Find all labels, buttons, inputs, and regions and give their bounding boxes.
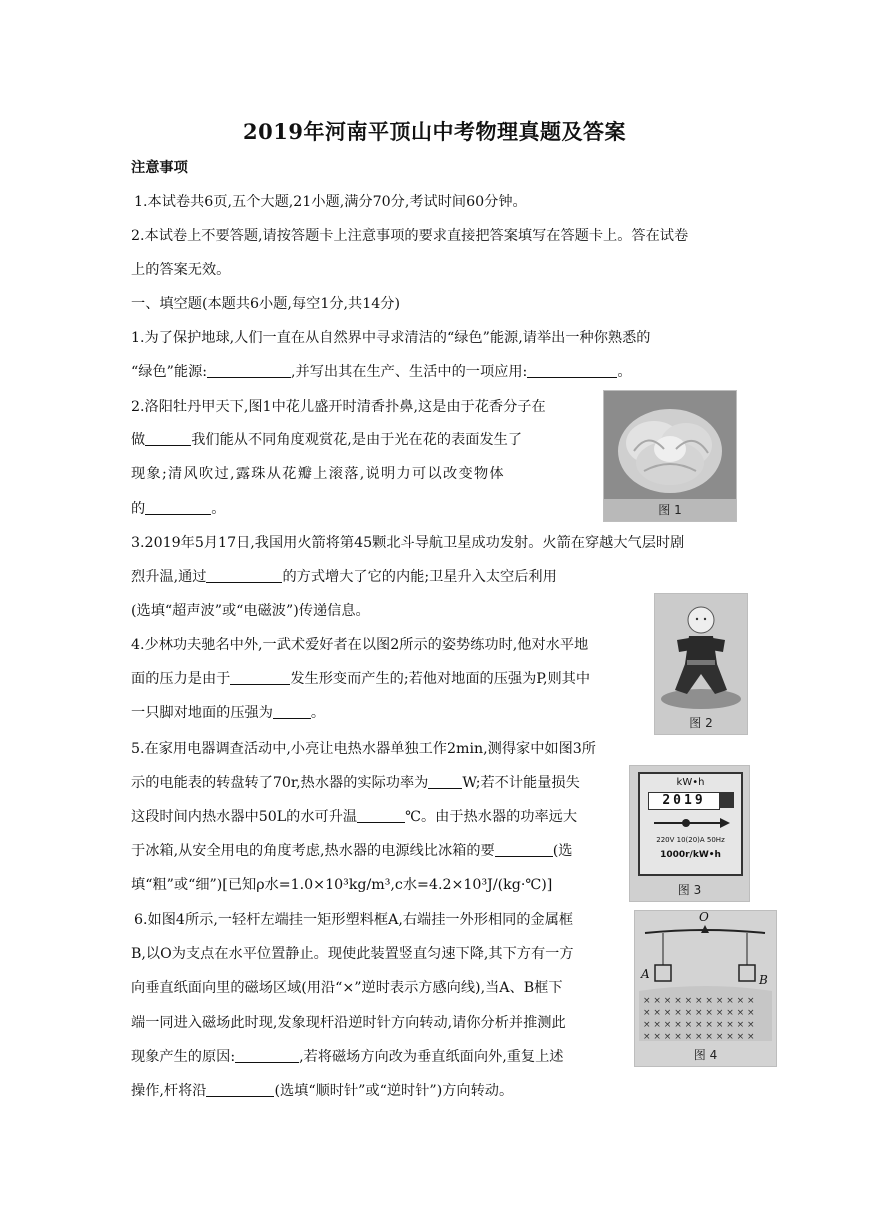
q3-line-2 <box>131 567 557 587</box>
answer-blank[interactable] <box>527 363 617 378</box>
answer-blank[interactable] <box>206 568 282 583</box>
figure-1-caption: 图 1 <box>658 503 682 517</box>
q4-line-2 <box>131 669 590 689</box>
meter-last-digit <box>720 792 734 808</box>
q3-text: 的方式增大了它的内能;卫星升入太空后利用 <box>282 569 557 585</box>
page-title: 2019年河南平顶山中考物理真题及答案 <box>243 119 626 144</box>
q4-line-1: 4.少林功夫驰名中外,一武术爱好者在以图2所示的姿势练功时,他对水平地 <box>131 637 589 653</box>
q3-line-3: (选填“超声波”或“电磁波”)传递信息。 <box>131 603 370 619</box>
q6-text: (选填“顺时针”或“逆时针”)方向转动。 <box>274 1083 514 1099</box>
q1-text: 。 <box>617 364 632 380</box>
q5-text: (选 <box>552 843 573 859</box>
label-frame-b: B <box>759 973 768 987</box>
figure-4-lever-magnet <box>634 910 777 1067</box>
q2-text: 的 <box>131 501 146 517</box>
q5-line-1: 5.在家用电器调查活动中,小亮让电热水器单独工作2min,测得家中如图3所 <box>131 741 596 757</box>
figure-3-caption: 图 3 <box>677 883 702 897</box>
q2-text: 做 <box>131 432 146 448</box>
notice-heading: 注意事项 <box>131 160 188 176</box>
svg-text:× × × × × × × × × × ×: × × × × × × × × × × × <box>643 1032 755 1042</box>
q2-line-1: 2.洛阳牡丹甲天下,图1中花儿盛开时清香扑鼻,这是由于花香分子在 <box>131 399 546 415</box>
answer-blank[interactable] <box>273 704 311 719</box>
answer-blank[interactable] <box>235 1048 299 1063</box>
q5-line-2 <box>131 773 580 793</box>
q5-text: W;若不计能量损失 <box>462 775 580 791</box>
q5-text: ℃。由于热水器的功率远大 <box>405 809 578 825</box>
svg-text:× × × × × × × × × × ×: × × × × × × × × × × × <box>643 1008 755 1018</box>
q6-line-3: 向垂直纸面向里的磁场区域(用沿“×”逆时表示方感向线),当A、B框下 <box>131 980 563 996</box>
q6-line-4: 端一同进入磁场此时现,发象现杆沿逆时针方向转动,请你分析并推测此 <box>131 1015 566 1031</box>
q5-line-5: 填“粗”或“细”)[已知ρ水=1.0×10³kg/m³,c水=4.2×10³J/(kg·℃)] <box>131 877 553 893</box>
q4-line-3 <box>131 703 325 723</box>
answer-blank[interactable] <box>428 774 462 789</box>
q1-line-2 <box>131 362 632 382</box>
q4-text: 面的压力是由于 <box>131 671 231 687</box>
q5-text: 这段时间内热水器中50L的水可升温 <box>131 809 358 825</box>
answer-blank[interactable] <box>230 670 290 685</box>
figure-1-peony <box>603 390 737 522</box>
q2-line-3: 现象;清风吹过,露珠从花瓣上滚落,说明力可以改变物体 <box>131 466 505 482</box>
q4-text: 发生形变而产生的;若他对地面的压强为P,则其中 <box>290 671 591 687</box>
q5-text: 于冰箱,从安全用电的角度考虑,热水器的电源线比冰箱的要 <box>131 843 495 859</box>
q6-line-6 <box>131 1081 513 1101</box>
figure-2-martial-artist <box>654 593 748 735</box>
section-heading: 一、填空题(本题共6小题,每空1分,共14分) <box>131 296 401 312</box>
q6-line-5 <box>131 1047 564 1067</box>
martial-artist-icon <box>655 594 747 734</box>
answer-blank[interactable] <box>145 500 211 515</box>
q6-text: 操作,杆将沿 <box>131 1083 207 1099</box>
arrow-icon <box>648 816 732 830</box>
q4-text: 。 <box>310 705 326 721</box>
label-pivot-o: O <box>699 910 709 924</box>
meter-face <box>638 772 743 876</box>
q1-line-1: 1.为了保护地球,人们一直在从自然界中寻求清洁的“绿色”能源,请举出一种你熟悉的 <box>131 330 651 346</box>
q3-text: 烈升温,通过 <box>131 569 207 585</box>
answer-blank[interactable] <box>357 808 405 823</box>
meter-unit: kW•h <box>676 777 705 788</box>
q6-line-2: B,以O为支点在水平位置静止。现使此装置竖直匀速下降,其下方有一方 <box>131 946 574 962</box>
notice-item-2-line-2: 上的答案无效。 <box>131 262 231 278</box>
label-frame-a: A <box>641 967 650 981</box>
meter-spec: 220V 10(20)A 50Hz <box>656 836 725 844</box>
q2-line-2 <box>131 430 522 450</box>
svg-text:× × × × × × × × × × ×: × × × × × × × × × × × <box>643 996 755 1006</box>
lever-diagram <box>635 911 776 1046</box>
q2-line-4 <box>131 499 225 519</box>
q1-text: “绿色”能源: <box>131 364 208 380</box>
figure-2-caption: 图 2 <box>689 716 713 730</box>
notice-item-2-line-1: 2.本试卷上不要答题,请按答题卡上注意事项的要求直接把答案填写在答题卡上。答在试卷 <box>131 228 689 244</box>
figure-4-caption: 图 4 <box>693 1048 718 1062</box>
q6-line-1: 6.如图4所示,一轻杆左端挂一矩形塑料框A,右端挂一外形相同的金属框 <box>134 912 574 928</box>
q5-text: 示的电能表的转盘转了70r,热水器的实际功率为 <box>131 775 429 791</box>
answer-blank[interactable] <box>206 1082 274 1097</box>
q6-text: ,若将磁场方向改为垂直纸面向外,重复上述 <box>299 1049 564 1065</box>
q6-text: 现象产生的原因: <box>131 1049 236 1065</box>
q5-line-4 <box>131 841 572 861</box>
q5-line-3 <box>131 807 577 827</box>
q2-text: 我们能从不同角度观赏花,是由于光在花的表面发生了 <box>191 432 523 448</box>
q2-text: 。 <box>211 501 226 517</box>
answer-blank[interactable] <box>495 842 553 857</box>
meter-digits: 2019 <box>648 792 720 810</box>
answer-blank[interactable] <box>145 431 191 446</box>
q4-text: 一只脚对地面的压强为 <box>131 705 273 721</box>
svg-text:× × × × × × × × × × ×: × × × × × × × × × × × <box>643 1020 755 1030</box>
q1-text: ,并写出其在生产、生活中的一项应用: <box>291 364 528 380</box>
answer-blank[interactable] <box>207 363 291 378</box>
figure-3-energy-meter <box>629 765 750 902</box>
meter-rate: 1000r/kW•h <box>660 850 721 860</box>
q3-line-1: 3.2019年5月17日,我国用火箭将第45颗北斗导航卫星成功发射。火箭在穿越大气层时剧 <box>131 535 685 551</box>
notice-item-1: 1.本试卷共6页,五个大题,21小题,满分70分,考试时间60分钟。 <box>134 194 527 210</box>
